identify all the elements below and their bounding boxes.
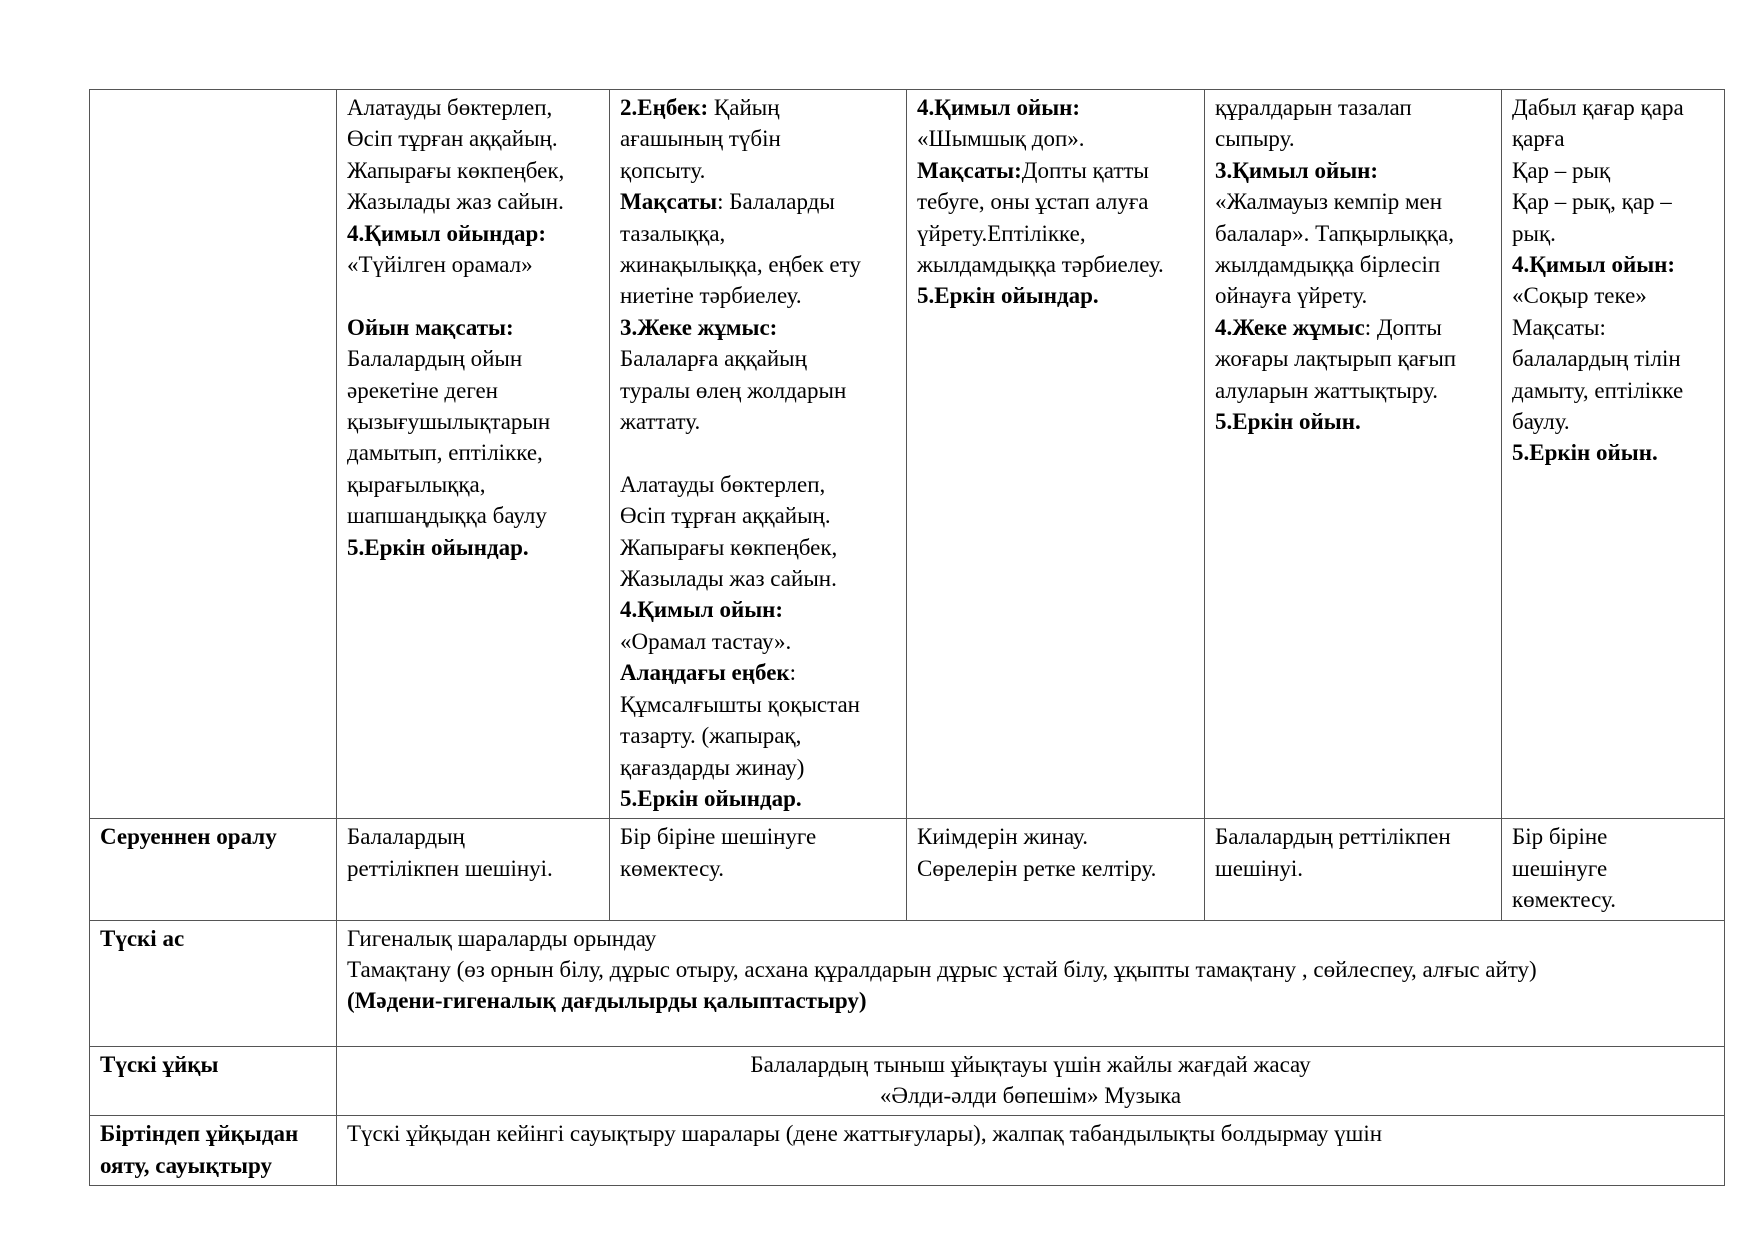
cell-line [620,657,896,688]
cell-line-text: Қар – рық, қар – [1512,189,1672,215]
cell-line [347,155,599,186]
cell-line-text: Киімдерін жинау. [917,824,1088,850]
cell-line [917,853,1194,884]
cell-line-text: : Балаларды [717,189,835,215]
cell-line [347,954,1714,985]
cell-line [1512,312,1714,343]
cell-line [620,853,896,884]
cell-line [347,218,599,249]
cell-line-bold: 4.Қимыл ойын: [917,95,1081,120]
return-cell-1 [337,819,610,920]
cell-line [620,563,896,594]
cell-line-text: Жапырағы көкпеңбек, [620,534,838,560]
cell-line [1215,155,1491,186]
cell-line-text: әрекетіне деген [347,377,498,403]
cell-line-bold: 5.Еркін ойындар. [347,534,529,560]
cell-line-text: жылдамдыққа бірлесіп [1215,252,1441,278]
walk-cell-4 [1205,90,1502,819]
cell-line-text: реттілікпен шешінуі. [347,855,553,881]
cell-line-text: балалардың тілін [1512,346,1681,372]
cell-line [620,689,896,720]
cell-line [347,500,599,531]
cell-line [347,1118,1714,1149]
cell-line-bold: 2.Еңбек: [620,95,709,120]
cell-line-text: Допты қатты [1021,157,1149,183]
cell-line [620,437,896,468]
cell-line [347,375,599,406]
cell-line-text: алуларын жаттықтыру. [1215,377,1438,403]
cell-line [347,437,599,468]
cell-line-text: Қар – рық [1512,157,1611,183]
cell-line [1215,375,1491,406]
cell-line-text: Сөрелерін ретке келтіру. [917,855,1157,881]
cell-line [347,123,599,154]
cell-line-text: ниетіне тәрбиелеу. [620,283,802,309]
cell-line-text: Құмсалғышты қоқыстан [620,691,860,717]
return-cell-3 [907,819,1205,920]
cell-line-text: көмектесу. [1512,887,1616,913]
cell-line-text: құралдарын тазалап [1215,95,1412,120]
cell-line [347,821,599,852]
cell-line [620,532,896,563]
row-label: Түскі ас [90,920,337,1046]
cell-line [620,783,896,814]
cell-line [1512,437,1714,468]
cell-line-text: шапшаңдыққа баулу [347,503,547,529]
cell-line [1215,406,1491,437]
cell-line [1512,92,1714,123]
cell-line-text: қарға [1512,126,1565,152]
cell-line [1512,375,1714,406]
cell-line-text: Алатауды бөктерлеп, [347,95,553,120]
cell-line-text: дамыту, ептілікке [1512,377,1684,403]
cell-line [917,123,1194,154]
cell-line-text: Түскі ұйқыдан кейінгі сауықтыру шаралары (дене жаттығулары), жалпақ табандылықты болдырмау үшін [347,1121,1383,1147]
cell-line [1215,249,1491,280]
walk-cell-3 [907,90,1205,819]
cell-line-bold: 5.Еркін ойын. [1215,409,1361,435]
cell-line-text: қызығушылықтарын [347,409,551,435]
cell-line [347,249,599,280]
cell-line [1512,218,1714,249]
cell-line [917,218,1194,249]
walk-row [90,90,1725,819]
cell-line-bold: Мақсаты: [917,157,1022,183]
cell-line-bold: 5.Еркін ойын. [1512,440,1658,466]
cell-line-text: ағашының түбін [620,126,781,152]
cell-line [620,312,896,343]
cell-line-text: Балаларға аққайың [620,346,807,372]
daily-plan-table [89,89,1725,1186]
lunch-row [90,920,1725,1046]
cell-line [347,406,599,437]
cell-line-text: жоғары лақтырып қағып [1215,346,1457,372]
cell-line [1215,312,1491,343]
cell-line [347,985,1714,1016]
nap-row [90,1046,1725,1116]
cell-line-text: баулу. [1512,409,1570,435]
cell-line-text: «Жалмауыз кемпір мен [1215,189,1443,215]
cell-line [347,853,599,884]
cell-line [620,821,896,852]
return-cell-4 [1205,819,1502,920]
cell-line [1512,249,1714,280]
cell-line-bold: 4.Қимыл ойын: [620,597,784,623]
cell-line [1512,884,1714,915]
cell-line-text: қағаздарды жинау) [620,754,805,780]
cell-line [347,1049,1714,1080]
cell-line [620,626,896,657]
cell-line [347,280,599,311]
cell-line-text: Бір біріне шешінуге [620,824,817,850]
row-label: Біртіндеп ұйқыдан ояту, сауықтыру [90,1116,337,1186]
cell-line [1215,92,1491,123]
cell-line-text: Тамақтану (өз орнын білу, дұрыс отыру, асхана құралдарын дұрыс ұстай білу, ұқыпты тамақтану , сөйлеспеу, алғыс айту) [347,956,1537,982]
cell-line-text: Жапырағы көкпеңбек, [347,157,565,183]
cell-line [620,752,896,783]
cell-line-text: Жазылады жаз сайын. [620,566,837,592]
cell-line-text: «Әлди-әлди бөпешім» Музыка [879,1082,1182,1108]
cell-line-text: көмектесу. [620,855,724,881]
cell-line-text: Балалардың тыныш ұйықтауы үшін жайлы жағдай жасау [750,1051,1311,1077]
cell-line [620,155,896,186]
cell-line-text: жаттату. [620,409,701,435]
cell-line-text: рық. [1512,220,1556,246]
cell-line-bold: (Мәдени-гигеналық дағдылырды қалыптастыру) [347,988,867,1014]
cell-line [1512,821,1714,852]
cell-line-bold: 3.Жеке жұмыс: [620,314,778,340]
cell-line-text: туралы өлең жолдарын [620,377,847,403]
cell-line-text: қырағылыққа, [347,471,486,497]
cell-line [1512,123,1714,154]
cell-line-bold: Мақсаты [620,189,718,215]
cell-line-bold: Алаңдағы еңбек [620,660,790,686]
cell-line-text: шешінуге [1512,855,1608,881]
cell-line-text: Қайың [708,95,780,120]
cell-line-text: Балалардың ойын [347,346,523,372]
cell-line [620,469,896,500]
cell-line [347,923,1714,954]
cell-line [1215,186,1491,217]
cell-line-bold: 4.Қимыл ойындар: [347,220,547,246]
cell-line [917,821,1194,852]
cell-line-text: «Соқыр теке» [1512,283,1647,309]
cell-line [1512,280,1714,311]
cell-line-bold: 3.Қимыл ойын: [1215,157,1379,183]
cell-line [1512,406,1714,437]
cell-line [620,594,896,625]
cell-line-text: Алатауды бөктерлеп, [620,471,826,497]
cell-line [1215,280,1491,311]
cell-line [917,249,1194,280]
cell-line [917,280,1194,311]
cell-line [620,123,896,154]
row-label: Серуеннен оралу [90,819,337,920]
cell-line-text: : [789,660,797,686]
cell-line-text: Балалардың реттілікпен [1215,824,1451,850]
cell-line-text: тебуге, оны ұстап алуға [917,189,1149,215]
wake-cell [337,1116,1725,1186]
cell-line [1215,123,1491,154]
cell-line [620,375,896,406]
cell-line [1512,343,1714,374]
cell-line [347,343,599,374]
cell-line [347,186,599,217]
cell-line-text: «Шымшық доп». [917,126,1085,152]
cell-line [917,92,1194,123]
row-label [90,90,337,819]
cell-line-text: Балалардың [347,824,465,850]
cell-line-text: тазалыққа, [620,220,726,246]
return-row [90,819,1725,920]
cell-line [1215,821,1491,852]
cell-line [347,469,599,500]
cell-line [347,1080,1714,1111]
cell-line-text: үйрету.Ептілікке, [917,220,1086,246]
cell-line-text: шешінуі. [1215,855,1303,881]
cell-line [1215,853,1491,884]
cell-line [620,249,896,280]
cell-line-bold: 5.Еркін ойындар. [917,283,1099,309]
cell-line-text: : Допты [1364,314,1442,340]
cell-line [620,92,896,123]
walk-cell-5 [1502,90,1725,819]
cell-line-text: қопсыту. [620,157,706,183]
return-cell-5 [1502,819,1725,920]
cell-line [620,406,896,437]
cell-line-text: Дабыл қағар қара [1512,95,1684,120]
cell-line-text: жинақылыққа, еңбек ету [620,252,861,278]
cell-line [1512,186,1714,217]
cell-line [1512,853,1714,884]
cell-line-text: «Түйілген орамал» [347,252,533,278]
cell-line [620,218,896,249]
cell-line [620,720,896,751]
cell-line [917,155,1194,186]
cell-line [1512,155,1714,186]
cell-line-bold: 5.Еркін ойындар. [620,785,802,811]
cell-line-bold: 4.Қимыл ойын: [1512,252,1676,278]
cell-line-text: «Орамал тастау». [620,628,792,654]
cell-line-text: жылдамдыққа тәрбиелеу. [917,252,1164,278]
cell-line-text: балалар». Тапқырлыққа, [1215,220,1454,246]
cell-line-text: Өсіп тұрған аққайың. [620,503,831,529]
cell-line-text: Өсіп тұрған аққайың. [347,126,558,152]
cell-line-text: Бір біріне [1512,824,1608,850]
cell-line [1215,218,1491,249]
cell-line-text: ойнауға үйрету. [1215,283,1368,309]
cell-line-text: Жазылады жаз сайын. [347,189,564,215]
wake-row [90,1116,1725,1186]
cell-line-text: Мақсаты: [1512,314,1606,340]
cell-line-text: дамытып, ептілікке, [347,440,543,466]
cell-line [347,532,599,563]
cell-line [1215,343,1491,374]
row-label: Түскі ұйқы [90,1046,337,1116]
cell-line [620,280,896,311]
cell-line-text: Гигеналық шараларды орындау [347,925,657,951]
cell-line [620,500,896,531]
cell-line-text: тазарту. (жапырақ, [620,723,802,749]
cell-line [347,312,599,343]
cell-line-text: сыпыру. [1215,126,1295,152]
cell-line [620,343,896,374]
cell-line [620,186,896,217]
cell-line [917,186,1194,217]
cell-line-bold: 4.Жеке жұмыс [1215,314,1365,340]
cell-line [347,92,599,123]
lunch-cell [337,920,1725,1046]
nap-cell [337,1046,1725,1116]
walk-cell-2 [610,90,907,819]
return-cell-2 [610,819,907,920]
cell-line-bold: Ойын мақсаты: [347,314,514,340]
walk-cell-1 [337,90,610,819]
